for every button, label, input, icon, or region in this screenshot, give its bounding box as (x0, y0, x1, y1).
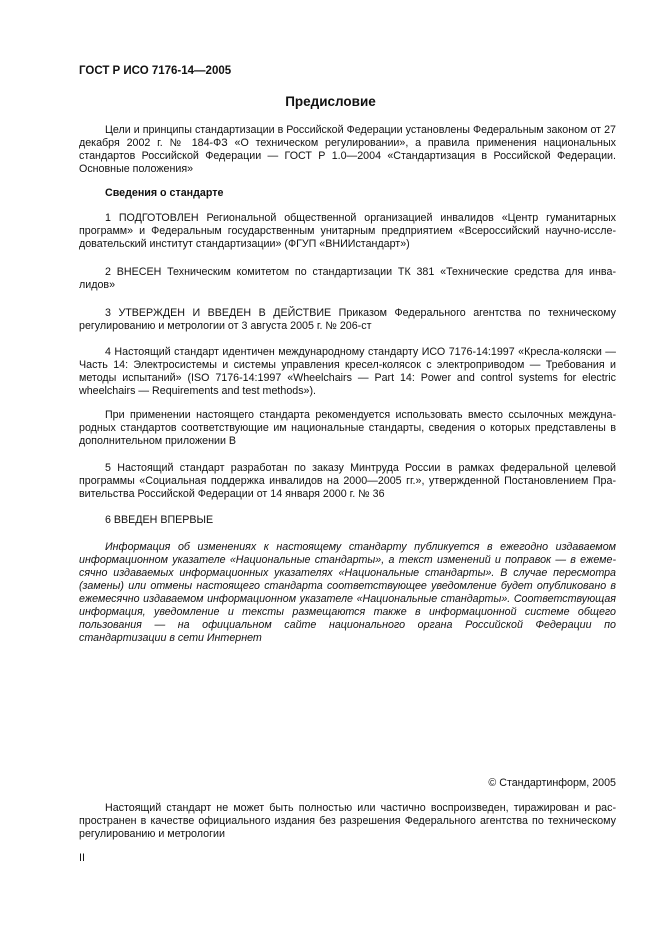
item-6-paragraph: 6 ВВЕДЕН ВПЕРВЫЕ (105, 514, 214, 526)
intro-paragraph: Цели и принципы стандартизации в Российской Федерации установлены Федеральным законом от 27 декабря 2002 г. № 184-ФЗ «О техническом регулировании», а правила применения национальных стандартов Российской Федерации — ГОСТ Р 1.0—2004 «Стандартизация в Российской Федерации. Основные положения» (79, 124, 616, 175)
item-5-paragraph: 5 Настоящий стандарт разработан по заказу Минтруда России в рамках федеральной целевой программы «Социальная поддержка инвалидов на 2000—2005 гг.», утвержденной Постановлением Правительства Российской Федерации от 14 января 2000 г. № 36 (79, 462, 616, 500)
copyright-line: © Стандартинформ, 2005 (488, 777, 616, 789)
document-code-header: ГОСТ Р ИСО 7176-14—2005 (79, 65, 232, 77)
item-2-paragraph: 2 ВНЕСЕН Техническим комитетом по стандартизации ТК 381 «Технические средства для инвалидов» (79, 266, 616, 291)
info-notice-paragraph: Информация об изменениях к настоящему стандарту публикуется в ежегодно издаваемом информационном указателе «Национальные стандарты», а текст изменений и поправок — в ежемесячно издаваемых информационных указателях «Национальные стандарты». В случае пересмотра (замены) или отмены настоящего стандарта соответствующее уведомление будет опубликовано в ежемесячно издаваемом информационном указателе «Национальные стандарты». Соответствующая информация, уведомление и тексты размещаются также в информационной системе общего пользования — на официальном сайте национального органа Российской Федерации по стандартизации в сети Интернет (79, 541, 616, 644)
item-1-paragraph: 1 ПОДГОТОВЛЕН Региональной общественной организацией инвалидов «Центр гуманитарных программ» и Федеральным государственным унитарным предприятием «Всероссийский научно-исследовательский институт стандартизации» (ФГУП «ВНИИстандарт») (79, 212, 616, 250)
page-number: II (79, 852, 85, 864)
references-paragraph: При применении настоящего стандарта рекомендуется использовать вместо ссылочных международных стандартов соответствующие им национальные стандарты, сведения о которых представлены в дополнительном приложении В (79, 409, 616, 447)
page-title: Предисловие (285, 94, 376, 109)
section-heading: Сведения о стандарте (105, 187, 224, 199)
item-3-paragraph: 3 УТВЕРЖДЕН И ВВЕДЕН В ДЕЙСТВИЕ Приказом Федерального агентства по техническому регулированию и метрологии от 3 августа 2005 г. № 206-ст (79, 307, 616, 332)
legal-notice-paragraph: Настоящий стандарт не может быть полностью или частично воспроизведен, тиражирован и распространен в качестве официального издания без разрешения Федерального агентства по техническому регулированию и метрологии (79, 802, 616, 840)
item-4-paragraph: 4 Настоящий стандарт идентичен международному стандарту ИСО 7176-14:1997 «Кресла-коляски — Часть 14: Электросистемы и системы управления кресел-колясок с электроприводом — Требования и методы испытаний» (ISO 7176-14:1997 «Wheelchairs — Part 14: Power and control systems for electric wheelchairs — Requirements and test methods»). (79, 346, 616, 397)
